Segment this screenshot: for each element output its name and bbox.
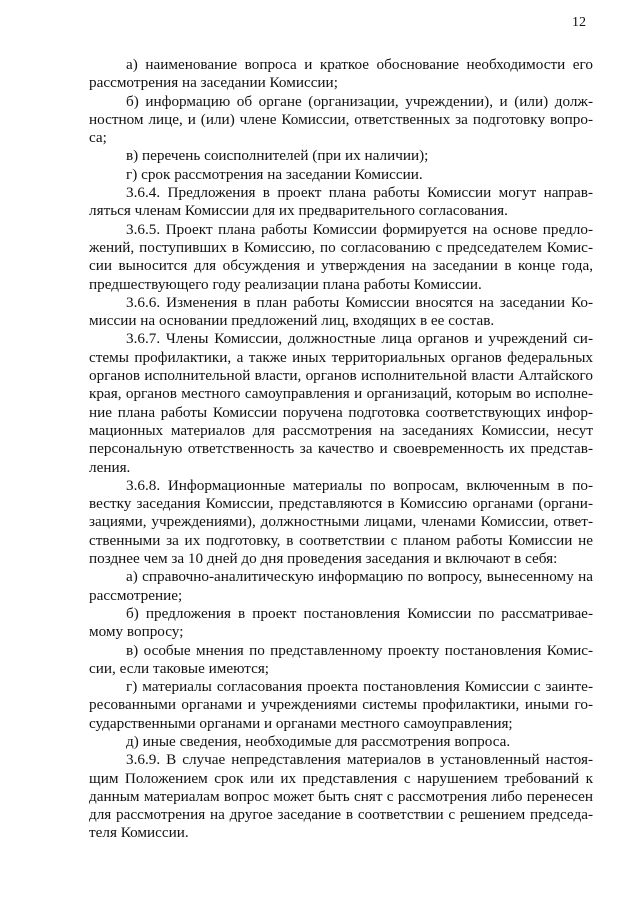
paragraph-3-6-8-item-d: д) иные сведения, необходимые для рассмотрения вопроса. <box>126 732 511 750</box>
paragraph-item-a: а) наименование вопроса и краткое обоснование необходимости его рассмотрения на заседании Комиссии; <box>89 56 593 92</box>
paragraph-3-6-8-item-a: а) справочно-аналитическую информацию по вопросу, вынесенному на рассмотрение; <box>89 568 593 604</box>
paragraph-3-6-8-item-v: в) особые мнения по представленному проекту постановления Комиссии, если таковые имеются; <box>89 641 593 677</box>
paragraph-3-6-7: 3.6.7. Члены Комиссии, должностные лица органов и учреждений системы профилактики, а также иных территориальных органов федеральных органов исполнительной власти, органов исполнительной власти Алтайского края, органов местного самоуправления и организаций, которым во исполнение плана работы Комиссии поручена подготовка соответствующих информационных материалов для рассмотрения на заседаниях Комиссии, несут персональную ответственность за качество и своевременность их представления. <box>89 330 593 476</box>
document-body <box>89 56 593 843</box>
paragraph-3-6-8-item-g: г) материалы согласования проекта постановления Комиссии с заинтересованными органами и учреждениями системы профилактики, иными государственными органами и органами местного самоуправления; <box>89 678 593 732</box>
paragraph-3-6-8: 3.6.8. Информационные материалы по вопросам, включенным в повестку заседания Комиссии, представляются в Комиссию органами (организациями, учреждениями), должностными лицами, членами Комиссии, ответственными за их подготовку, в соответствии с планом работы Комиссии не позднее чем за 10 дней до дня проведения заседания и включают в себя: <box>89 476 593 568</box>
paragraph-3-6-9: 3.6.9. В случае непредставления материалов в установленный настоящим Положением срок или их представления с нарушением требований к данным материалам вопрос может быть снят с рассмотрения либо перенесен для рассмотрения на другое заседание в соответствии с решением председателя Комиссии. <box>89 751 593 842</box>
paragraph-3-6-8-item-b: б) предложения в проект постановления Комиссии по рассматриваемому вопросу; <box>89 604 593 641</box>
page-number: 12 <box>572 15 586 30</box>
paragraph-3-6-4: 3.6.4. Предложения в проект плана работы Комиссии могут направляться членам Комиссии для их предварительного согласования. <box>89 184 593 220</box>
paragraph-3-6-6: 3.6.6. Изменения в план работы Комиссии вносятся на заседании Комиссии на основании предложений лиц, входящих в ее состав. <box>89 293 593 330</box>
paragraph-item-g: г) срок рассмотрения на заседании Комиссии. <box>126 165 423 183</box>
paragraph-item-b: б) информацию об органе (организации, учреждении), и (или) должностном лице, и (или) члене Комиссии, ответственных за подготовку вопроса; <box>89 92 593 147</box>
paragraph-item-v: в) перечень соисполнителей (при их наличии); <box>126 147 429 165</box>
paragraph-3-6-5: 3.6.5. Проект плана работы Комиссии формируется на основе предложений, поступивших в Комиссию, по согласованию с председателем Комиссии выносится для обсуждения и утверждения на заседании в конце года, предшествующего году реализации плана работы Комиссии. <box>89 220 593 293</box>
